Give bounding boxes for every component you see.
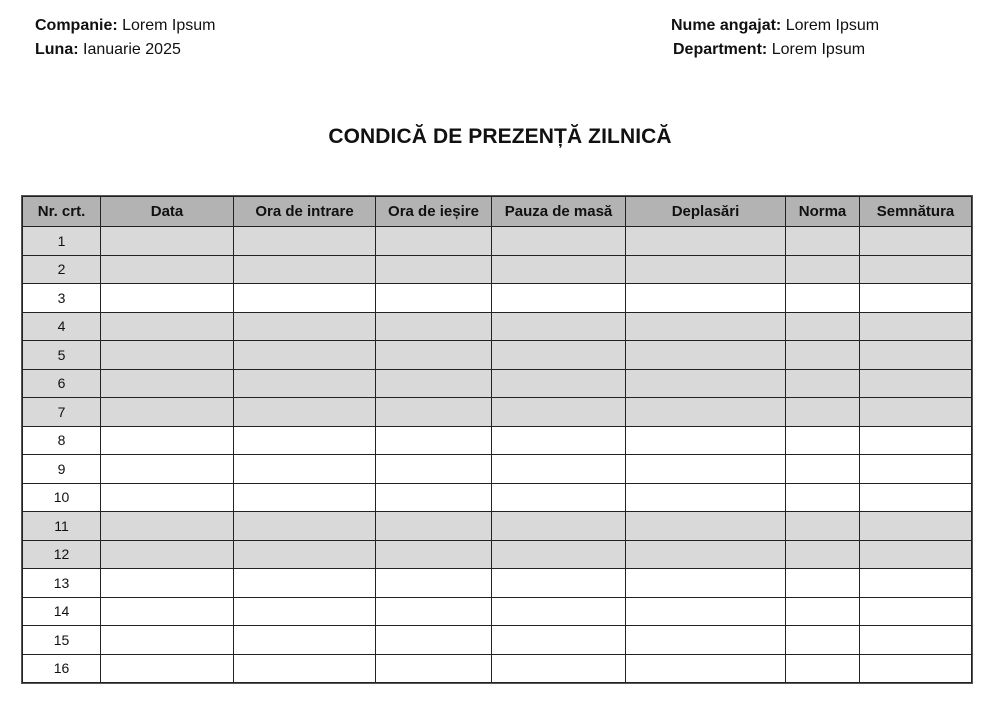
- cell-deplasari[interactable]: [626, 341, 786, 370]
- row-number-cell: 15: [23, 626, 101, 655]
- company-field: [35, 14, 216, 38]
- cell-norma[interactable]: [786, 312, 860, 341]
- cell-norma[interactable]: [786, 255, 860, 284]
- cell-norma[interactable]: [786, 398, 860, 427]
- cell-norma[interactable]: [786, 569, 860, 598]
- cell-data[interactable]: [101, 255, 234, 284]
- cell-data[interactable]: [101, 483, 234, 512]
- cell-ora-de-iesire[interactable]: [376, 341, 492, 370]
- column-header-nr-crt: Nr. crt.: [23, 197, 101, 227]
- department-value: Lorem Ipsum: [771, 41, 866, 58]
- cell-ora-de-intrare[interactable]: [234, 284, 376, 313]
- cell-semnatura[interactable]: [860, 255, 972, 284]
- row-number-cell: 13: [23, 569, 101, 598]
- table-row: [23, 341, 972, 370]
- cell-data[interactable]: [101, 626, 234, 655]
- cell-ora-de-intrare[interactable]: [234, 227, 376, 256]
- cell-data[interactable]: [101, 312, 234, 341]
- cell-pauza-de-masa[interactable]: [492, 654, 626, 683]
- table-row: [23, 426, 972, 455]
- table-row: [23, 483, 972, 512]
- cell-deplasari[interactable]: [626, 569, 786, 598]
- cell-data[interactable]: [101, 398, 234, 427]
- cell-ora-de-intrare[interactable]: [234, 569, 376, 598]
- cell-pauza-de-masa[interactable]: [492, 512, 626, 541]
- cell-semnatura[interactable]: [860, 483, 972, 512]
- cell-semnatura[interactable]: [860, 398, 972, 427]
- row-number-cell: 11: [23, 512, 101, 541]
- row-number-cell: 7: [23, 398, 101, 427]
- cell-deplasari[interactable]: [626, 626, 786, 655]
- cell-deplasari[interactable]: [626, 284, 786, 313]
- cell-semnatura[interactable]: [860, 426, 972, 455]
- row-number-cell: 5: [23, 341, 101, 370]
- cell-semnatura[interactable]: [860, 569, 972, 598]
- cell-ora-de-intrare[interactable]: [234, 398, 376, 427]
- cell-semnatura[interactable]: [860, 341, 972, 370]
- cell-deplasari[interactable]: [626, 312, 786, 341]
- cell-ora-de-iesire[interactable]: [376, 597, 492, 626]
- cell-ora-de-iesire[interactable]: [376, 455, 492, 484]
- row-number-cell: 9: [23, 455, 101, 484]
- cell-semnatura[interactable]: [860, 540, 972, 569]
- cell-data[interactable]: [101, 512, 234, 541]
- department-field: [673, 38, 879, 62]
- table-row: [23, 369, 972, 398]
- cell-data[interactable]: [101, 284, 234, 313]
- cell-norma[interactable]: [786, 284, 860, 313]
- column-header-deplasari: Deplasări: [626, 197, 786, 227]
- cell-deplasari[interactable]: [626, 512, 786, 541]
- cell-ora-de-iesire[interactable]: [376, 398, 492, 427]
- column-header-data: Data: [101, 197, 234, 227]
- cell-data[interactable]: [101, 455, 234, 484]
- row-number-cell: 12: [23, 540, 101, 569]
- row-number-cell: 6: [23, 369, 101, 398]
- table-row: [23, 569, 972, 598]
- cell-ora-de-iesire[interactable]: [376, 626, 492, 655]
- cell-deplasari[interactable]: [626, 540, 786, 569]
- table-row: [23, 654, 972, 683]
- employee-name-label: Nume angajat:: [671, 17, 782, 34]
- cell-ora-de-intrare[interactable]: [234, 455, 376, 484]
- cell-norma[interactable]: [786, 540, 860, 569]
- cell-ora-de-intrare[interactable]: [234, 540, 376, 569]
- cell-ora-de-iesire[interactable]: [376, 569, 492, 598]
- cell-deplasari[interactable]: [626, 455, 786, 484]
- column-header-ora-de-iesire: Ora de ieșire: [376, 197, 492, 227]
- row-number-cell: 3: [23, 284, 101, 313]
- cell-data[interactable]: [101, 426, 234, 455]
- month-label: Luna:: [35, 41, 79, 58]
- cell-ora-de-intrare[interactable]: [234, 512, 376, 541]
- company-label: Companie:: [35, 17, 118, 34]
- cell-deplasari[interactable]: [626, 597, 786, 626]
- cell-pauza-de-masa[interactable]: [492, 341, 626, 370]
- table-row: [23, 597, 972, 626]
- cell-deplasari[interactable]: [626, 255, 786, 284]
- cell-data[interactable]: [101, 654, 234, 683]
- cell-pauza-de-masa[interactable]: [492, 426, 626, 455]
- cell-norma[interactable]: [786, 341, 860, 370]
- table-row: [23, 398, 972, 427]
- cell-ora-de-iesire[interactable]: [376, 483, 492, 512]
- cell-pauza-de-masa[interactable]: [492, 540, 626, 569]
- cell-ora-de-iesire[interactable]: [376, 512, 492, 541]
- cell-data[interactable]: [101, 540, 234, 569]
- cell-semnatura[interactable]: [860, 654, 972, 683]
- column-header-ora-de-intrare: Ora de intrare: [234, 197, 376, 227]
- column-header-norma: Norma: [786, 197, 860, 227]
- cell-ora-de-iesire[interactable]: [376, 255, 492, 284]
- row-number-cell: 14: [23, 597, 101, 626]
- row-number-cell: 2: [23, 255, 101, 284]
- cell-data[interactable]: [101, 341, 234, 370]
- cell-norma[interactable]: [786, 426, 860, 455]
- department-label: Department:: [673, 41, 768, 58]
- cell-ora-de-intrare[interactable]: [234, 369, 376, 398]
- cell-data[interactable]: [101, 369, 234, 398]
- employee-name-field: [671, 14, 879, 38]
- cell-ora-de-iesire[interactable]: [376, 540, 492, 569]
- cell-deplasari[interactable]: [626, 227, 786, 256]
- cell-deplasari[interactable]: [626, 369, 786, 398]
- company-value: Lorem Ipsum: [122, 17, 216, 34]
- cell-semnatura[interactable]: [860, 455, 972, 484]
- cell-semnatura[interactable]: [860, 626, 972, 655]
- cell-norma[interactable]: [786, 597, 860, 626]
- cell-pauza-de-masa[interactable]: [492, 227, 626, 256]
- cell-deplasari[interactable]: [626, 483, 786, 512]
- cell-ora-de-intrare[interactable]: [234, 255, 376, 284]
- month-value: Ianuarie 2025: [83, 41, 181, 58]
- cell-ora-de-iesire[interactable]: [376, 426, 492, 455]
- cell-semnatura[interactable]: [860, 227, 972, 256]
- cell-ora-de-iesire[interactable]: [376, 227, 492, 256]
- table-row: [23, 540, 972, 569]
- table-header-row: [23, 197, 972, 227]
- cell-ora-de-intrare[interactable]: [234, 597, 376, 626]
- cell-deplasari[interactable]: [626, 398, 786, 427]
- table-row: [23, 455, 972, 484]
- table-row: [23, 284, 972, 313]
- cell-norma[interactable]: [786, 227, 860, 256]
- cell-pauza-de-masa[interactable]: [492, 455, 626, 484]
- row-number-cell: 8: [23, 426, 101, 455]
- table-row: [23, 255, 972, 284]
- row-number-cell: 1: [23, 227, 101, 256]
- cell-norma[interactable]: [786, 512, 860, 541]
- cell-ora-de-intrare[interactable]: [234, 654, 376, 683]
- header-left: [35, 14, 216, 62]
- cell-deplasari[interactable]: [626, 654, 786, 683]
- cell-ora-de-iesire[interactable]: [376, 284, 492, 313]
- cell-pauza-de-masa[interactable]: [492, 312, 626, 341]
- row-number-cell: 10: [23, 483, 101, 512]
- cell-norma[interactable]: [786, 654, 860, 683]
- cell-pauza-de-masa[interactable]: [492, 569, 626, 598]
- table-row: [23, 312, 972, 341]
- cell-ora-de-iesire[interactable]: [376, 312, 492, 341]
- cell-pauza-de-masa[interactable]: [492, 369, 626, 398]
- cell-pauza-de-masa[interactable]: [492, 597, 626, 626]
- table-row: [23, 227, 972, 256]
- cell-ora-de-iesire[interactable]: [376, 369, 492, 398]
- cell-pauza-de-masa[interactable]: [492, 284, 626, 313]
- cell-norma[interactable]: [786, 455, 860, 484]
- cell-data[interactable]: [101, 597, 234, 626]
- cell-semnatura[interactable]: [860, 512, 972, 541]
- cell-ora-de-iesire[interactable]: [376, 654, 492, 683]
- cell-norma[interactable]: [786, 626, 860, 655]
- cell-norma[interactable]: [786, 483, 860, 512]
- column-header-pauza-de-masa: Pauza de masă: [492, 197, 626, 227]
- table-row: [23, 626, 972, 655]
- cell-semnatura[interactable]: [860, 369, 972, 398]
- cell-pauza-de-masa[interactable]: [492, 626, 626, 655]
- cell-pauza-de-masa[interactable]: [492, 398, 626, 427]
- column-header-semnatura: Semnătura: [860, 197, 972, 227]
- attendance-table: [22, 196, 972, 683]
- row-number-cell: 16: [23, 654, 101, 683]
- cell-data[interactable]: [101, 569, 234, 598]
- cell-norma[interactable]: [786, 369, 860, 398]
- cell-semnatura[interactable]: [860, 597, 972, 626]
- cell-ora-de-intrare[interactable]: [234, 626, 376, 655]
- cell-ora-de-intrare[interactable]: [234, 426, 376, 455]
- cell-semnatura[interactable]: [860, 312, 972, 341]
- row-number-cell: 4: [23, 312, 101, 341]
- cell-ora-de-intrare[interactable]: [234, 483, 376, 512]
- table-row: [23, 512, 972, 541]
- cell-ora-de-intrare[interactable]: [234, 341, 376, 370]
- cell-semnatura[interactable]: [860, 284, 972, 313]
- cell-data[interactable]: [101, 227, 234, 256]
- cell-deplasari[interactable]: [626, 426, 786, 455]
- cell-pauza-de-masa[interactable]: [492, 255, 626, 284]
- month-field: [35, 38, 216, 62]
- cell-ora-de-intrare[interactable]: [234, 312, 376, 341]
- cell-pauza-de-masa[interactable]: [492, 483, 626, 512]
- employee-name-value: Lorem Ipsum: [785, 17, 880, 34]
- page-title: CONDICĂ DE PREZENȚĂ ZILNICĂ: [328, 125, 672, 148]
- header-right: [671, 14, 879, 62]
